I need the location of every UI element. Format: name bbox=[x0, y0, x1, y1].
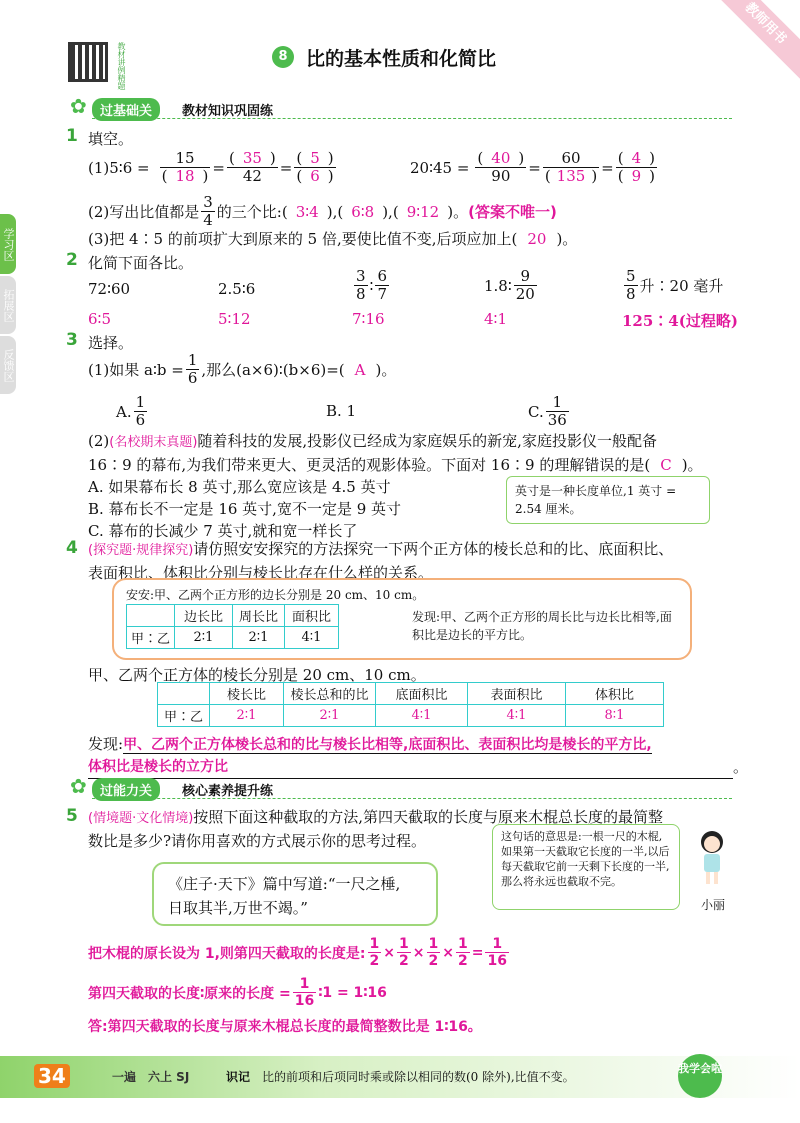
q1-part2: (2)写出比值都是 $\frac{3}{4}$ 的三个比: ( 3∶4 ),( 6∶8 ),( 9∶12 )。 (答案不唯一) bbox=[88, 193, 557, 230]
q2-answer-4: 4∶1 bbox=[484, 310, 507, 328]
q2-answer-1: 6∶5 bbox=[88, 310, 111, 328]
anan-example-box bbox=[112, 578, 692, 660]
anan-finding: 发现:甲、乙两个正方形的周长比与边长比相等,面积比是边长的平方比。 bbox=[412, 610, 672, 642]
sidebar-tab-learn[interactable]: 学习区 bbox=[0, 214, 16, 274]
section-rule bbox=[92, 118, 732, 119]
table-header-cell: 面积比 bbox=[285, 605, 339, 627]
footer-grade: 六上 SJ bbox=[148, 1070, 190, 1084]
girl-name: 小丽 bbox=[701, 898, 726, 912]
q3-p2-option-c[interactable]: C. 幕布的长减少 7 英寸,就和宽一样长了 bbox=[88, 522, 358, 540]
table-header-cell bbox=[158, 683, 210, 705]
table-header-cell: 周长比 bbox=[233, 605, 285, 627]
q2-answer-3: 7∶16 bbox=[352, 310, 385, 328]
qr-side-text: 教材讲例精题 bbox=[117, 42, 126, 90]
q2-item-4: 1.8∶ $\frac{9}{20}$ bbox=[484, 267, 535, 304]
q2-item-1: 72∶60 bbox=[88, 280, 131, 298]
q5-answer-line1: 把木棍的原长设为 1,则第四天截取的长度是: $\frac{1}{2}$ × $\frac{1}{2}$ × $\frac{1}{2}$ × $\frac{1}{2}$ = $\frac{1}{16}$ bbox=[88, 936, 507, 970]
q2-item-2: 2.5∶6 bbox=[218, 280, 256, 298]
q5-answer-line2: 第四天截取的长度∶原来的长度 = $\frac{1}{16}$ ∶1 = 1∶16 bbox=[88, 976, 387, 1010]
page-title: 比的基本性质和化简比 bbox=[306, 48, 497, 70]
table-cell: 2∶1 bbox=[284, 705, 376, 727]
table-header-cell: 体积比 bbox=[566, 683, 664, 705]
cube-intro: 甲、乙两个正方体的棱长分别是 20 cm、10 cm。 bbox=[88, 666, 426, 684]
girl-avatar-icon bbox=[692, 828, 732, 888]
q4-text: (探究题·规律探究)请仿照安安探究的方法探究一下两个正方体的棱长总和的比、底面积比、 表面积比、体积比分别与棱长比存在什么样的关系。 bbox=[88, 540, 674, 582]
q1-part1-left: (1)5∶6 = $\frac{15}{( 18 )}$ = $\frac{( 35 )}{42}$ = $\frac{( 5 )}{( 6 )}$ bbox=[88, 149, 334, 186]
q1-part1-right: 20∶45 = $\frac{( 40 )}{90}$ = $\frac{60}{( 135 )}$ = $\frac{( 4 )}{( 9 )}$ bbox=[410, 149, 656, 186]
quote-box: 《庄子·天下》篇中写道:“一尺之棰, 日取其半,万世不竭。” bbox=[152, 862, 438, 926]
memo-text: 比的前项和后项同时乘或除以相同的数(0 除外),比值不变。 bbox=[262, 1070, 575, 1084]
memo-label: 识记 bbox=[226, 1070, 251, 1084]
section-subtitle: 教材知识巩固练 bbox=[182, 104, 274, 119]
table-header-cell: 棱长比 bbox=[210, 683, 284, 705]
question-title: 选择。 bbox=[88, 334, 134, 352]
section-header-ability bbox=[70, 776, 735, 802]
table-cell: 2∶1 bbox=[210, 705, 284, 727]
table-cell: 甲∶乙 bbox=[127, 627, 175, 649]
lesson-number-badge: 8 bbox=[272, 46, 294, 68]
table-cell: 8∶1 bbox=[566, 705, 664, 727]
q2-answer-2: 5∶12 bbox=[218, 310, 251, 328]
sidebar-tab-expand[interactable]: 拓展区 bbox=[0, 276, 16, 334]
corner-ribbon: 教师用书 bbox=[702, 0, 800, 87]
q3-option-a[interactable]: A. $\frac{1}{6}$ bbox=[116, 393, 146, 430]
q1-part3: (3)把 4∶5 的前项扩大到原来的 5 倍,要使比值不变,后项应加上( 20 )。 bbox=[88, 230, 578, 248]
question-number: 4 bbox=[66, 538, 78, 558]
table-header-cell: 边长比 bbox=[175, 605, 233, 627]
sidebar-tab-feedback[interactable]: 反馈区 bbox=[0, 336, 16, 394]
q3-part1: (1)如果 a∶b = $\frac{1}{6}$ ,那么(a×6)∶(b×6)=( A )。 bbox=[88, 351, 397, 388]
question-title: 化简下面各比。 bbox=[88, 254, 194, 272]
question-number: 3 bbox=[66, 330, 78, 350]
sidebar bbox=[0, 214, 30, 394]
anan-table bbox=[126, 604, 339, 649]
q2-item-5: $\frac{5}{8}$ 升∶20 毫升 bbox=[626, 267, 724, 304]
question-title: 填空。 bbox=[88, 130, 134, 148]
table-header-cell: 棱长总和的比 bbox=[284, 683, 376, 705]
q2-answer-5: 125∶4(过程略) bbox=[622, 312, 738, 330]
table-header-cell bbox=[127, 605, 175, 627]
section-badge: 过基础关 bbox=[92, 98, 160, 121]
table-cell: 甲∶乙 bbox=[158, 705, 210, 727]
table-cell: 4∶1 bbox=[285, 627, 339, 649]
section-badge: 过能力关 bbox=[92, 778, 160, 801]
qr-code[interactable] bbox=[68, 42, 108, 82]
q2-item-3: $\frac{3}{8}$ ∶ $\frac{6}{7}$ bbox=[356, 267, 387, 304]
table-header-cell: 表面积比 bbox=[468, 683, 566, 705]
q3-option-b[interactable]: B. 1 bbox=[326, 402, 357, 420]
q5-text: (情境题·文化情境)按照下面这种截取的方法,第四天截取的长度与原来木棍总长度的最简整 数比是多少?请你用喜欢的方式展示你的思考过程。 bbox=[88, 808, 664, 850]
anan-intro: 安安:甲、乙两个正方形的边长分别是 20 cm、10 cm。 bbox=[126, 588, 425, 602]
page-number: 34 bbox=[34, 1064, 70, 1088]
cube-table bbox=[157, 682, 664, 727]
question-number: 5 bbox=[66, 806, 78, 826]
q3-p2-option-a[interactable]: A. 如果幕布长 8 英寸,那么宽应该是 4.5 英寸 bbox=[88, 478, 391, 496]
table-cell: 4∶1 bbox=[376, 705, 468, 727]
question-number: 1 bbox=[66, 126, 78, 146]
star-icon: ✿ bbox=[70, 774, 87, 798]
cube-finding: 发现:甲、乙两个正方体棱长总和的比与棱长比相等,底面积比、表面积比均是棱长的平方比, 体积比是棱长的立方比 。 bbox=[88, 733, 748, 779]
q3-p2-option-b[interactable]: B. 幕布长不一定是 16 英寸,宽不一定是 9 英寸 bbox=[88, 500, 402, 518]
section-subtitle: 核心素养提升练 bbox=[182, 784, 274, 799]
section-header-basic bbox=[70, 96, 735, 122]
learned-stamp: 我学会啦 bbox=[678, 1054, 722, 1098]
footer-brand: 一遍 bbox=[112, 1070, 137, 1084]
table-header-cell: 底面积比 bbox=[376, 683, 468, 705]
table-cell: 2∶1 bbox=[175, 627, 233, 649]
table-cell: 4∶1 bbox=[468, 705, 566, 727]
inch-note-box: 英寸是一种长度单位,1 英寸 = 2.54 厘米。 bbox=[506, 476, 710, 524]
q3-option-c[interactable]: C. $\frac{1}{36}$ bbox=[528, 393, 567, 430]
q3-part2: (2)(名校期末真题)随着科技的发展,投影仪已经成为家庭娱乐的新宠,家庭投影仪一般配备 16∶9 的幕布,为我们带来更大、更灵活的观影体验。下面对 16∶9 的理解错误的是( C )。 A. 如果幕布长 8 英寸,那么宽应该是 4.5 英寸 B. 幕布长不一定是 16 英寸,宽不一定是 9 英寸 C. 幕布的长减少 7 英寸,就和宽一样长了 bbox=[88, 430, 748, 542]
section-rule bbox=[92, 798, 732, 799]
q5-answer-line3: 答:第四天截取的长度与原来木棍总长度的最简整数比是 1∶16。 bbox=[88, 1019, 482, 1035]
speech-bubble: 这句话的意思是:一根一尺的木棍,如果第一天截取它长度的一半,以后每天截取它前一天剩下长度的一半,那么将永远也截取不完。 bbox=[492, 824, 680, 910]
table-cell: 2∶1 bbox=[233, 627, 285, 649]
question-number: 2 bbox=[66, 250, 78, 270]
star-icon: ✿ bbox=[70, 94, 87, 118]
